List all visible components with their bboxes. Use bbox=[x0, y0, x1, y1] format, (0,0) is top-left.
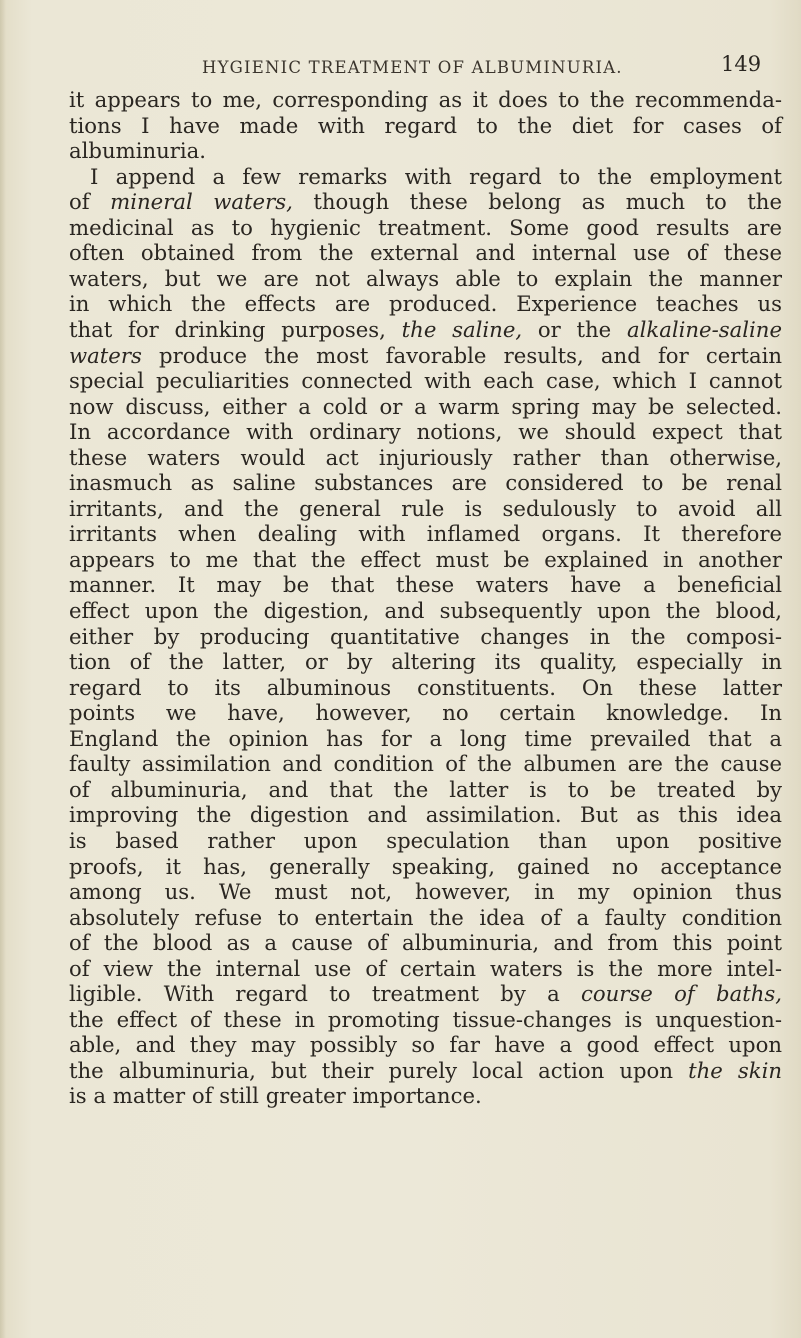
text-line bbox=[69, 1058, 782, 1084]
text-line bbox=[69, 726, 782, 752]
text-line bbox=[69, 521, 782, 547]
text-line bbox=[69, 624, 782, 650]
line-text: produce the most favorable results, and for certain bbox=[141, 342, 782, 368]
text-line bbox=[69, 802, 782, 828]
line-text: inasmuch as saline substances are considered to be renal bbox=[69, 470, 782, 496]
italic-text: mineral waters, bbox=[110, 189, 293, 215]
line-text: of the blood as a cause of albuminuria, and from this point bbox=[69, 930, 782, 956]
text-line bbox=[69, 470, 782, 496]
line-text: irritants when dealing with inflamed organs. It therefore bbox=[69, 521, 782, 547]
line-text: England the opinion has for a long time prevailed that a bbox=[69, 725, 782, 751]
text-line bbox=[69, 905, 782, 931]
line-text: improving the digestion and assimilation. But as this idea bbox=[69, 802, 782, 828]
italic-text: alkaline-saline bbox=[626, 316, 782, 342]
running-head bbox=[0, 52, 801, 82]
text-line bbox=[69, 879, 782, 905]
line-text: special peculiarities connected with each case, which I cannot bbox=[69, 368, 782, 394]
text-line bbox=[69, 291, 782, 317]
text-line bbox=[69, 113, 782, 139]
line-text: regard to its albuminous constituents. On these latter bbox=[69, 674, 782, 700]
line-text: among us. We must not, however, in my opinion thus bbox=[69, 879, 782, 905]
text-line bbox=[69, 649, 782, 675]
line-text: tions I have made with regard to the diet for cases of bbox=[69, 112, 782, 138]
text-line bbox=[69, 343, 782, 369]
text-line bbox=[69, 598, 782, 624]
text-line bbox=[69, 828, 782, 854]
text-line bbox=[69, 1007, 782, 1033]
text-line bbox=[69, 189, 782, 215]
text-line bbox=[69, 87, 782, 113]
text-line bbox=[69, 496, 782, 522]
text-line bbox=[69, 266, 782, 292]
line-text: the effect of these in promoting tissue-changes is unquestion- bbox=[69, 1006, 782, 1032]
text-line bbox=[69, 1083, 482, 1109]
text-line bbox=[69, 368, 782, 394]
text-line bbox=[69, 138, 206, 164]
line-text: is based rather upon speculation than upon positive bbox=[69, 827, 782, 853]
text-line bbox=[69, 777, 782, 803]
text-line bbox=[69, 215, 782, 241]
line-text: either by producing quantitative changes in the composi- bbox=[69, 623, 782, 649]
line-text: able, and they may possibly so far have a good effect upon bbox=[69, 1032, 782, 1058]
text-line bbox=[69, 394, 782, 420]
page-gutter-shadow bbox=[0, 0, 6, 1338]
text-line bbox=[69, 317, 782, 343]
line-text: of view the internal use of certain waters is the more intel- bbox=[69, 955, 782, 981]
line-text: the albuminuria, but their purely local action upon bbox=[69, 1057, 689, 1083]
line-text: I append a few remarks with regard to the employment bbox=[90, 163, 782, 189]
line-text: that for drinking purposes, bbox=[69, 316, 402, 342]
line-text: waters, but we are not always able to explain the manner bbox=[69, 265, 782, 291]
line-text: tion of the latter, or by altering its quality, especially in bbox=[69, 649, 782, 675]
line-text: albuminuria. bbox=[69, 138, 207, 164]
line-text: irritants, and the general rule is sedulously to avoid all bbox=[69, 495, 782, 521]
running-head-title: HYGIENIC TREATMENT OF ALBUMINURIA. bbox=[202, 58, 623, 77]
line-text: in which the effects are produced. Experience teaches us bbox=[69, 291, 782, 317]
line-text: manner. It may be that these waters have a beneficial bbox=[69, 572, 782, 598]
text-line bbox=[69, 854, 782, 880]
text-line bbox=[69, 419, 782, 445]
line-text: these waters would act injuriously rather than otherwise, bbox=[69, 444, 782, 470]
line-text: though these belong as much to the bbox=[292, 189, 782, 215]
line-text: absolutely refuse to entertain the idea of a faulty condition bbox=[69, 904, 782, 930]
line-text: faulty assimilation and condition of the albumen are the cause bbox=[69, 751, 782, 777]
line-text: often obtained from the external and internal use of these bbox=[69, 240, 782, 266]
italic-text: course of baths, bbox=[581, 981, 782, 1007]
line-text: appears to me that the effect must be explained in another bbox=[69, 546, 782, 572]
line-text: effect upon the digestion, and subsequently upon the blood, bbox=[69, 598, 782, 623]
text-line bbox=[69, 572, 782, 598]
line-text: ligible. With regard to treatment by a bbox=[69, 981, 582, 1007]
text-line bbox=[69, 700, 782, 726]
italic-text: the saline, bbox=[401, 316, 523, 342]
line-text: proofs, it has, generally speaking, gained no acceptance bbox=[69, 853, 782, 879]
line-text: or the bbox=[522, 316, 627, 342]
text-line bbox=[69, 930, 782, 956]
line-text: is a matter of still greater importance. bbox=[69, 1083, 482, 1109]
line-text: it appears to me, corresponding as it does to the recommenda- bbox=[69, 87, 782, 112]
text-line bbox=[69, 956, 782, 982]
line-text: medicinal as to hygienic treatment. Some good results are bbox=[69, 214, 782, 240]
line-text: of bbox=[69, 189, 111, 215]
text-line bbox=[69, 981, 782, 1007]
line-text: In accordance with ordinary notions, we should expect that bbox=[69, 419, 782, 445]
line-text: of albuminuria, and that the latter is to be treated by bbox=[69, 776, 782, 802]
text-line bbox=[90, 164, 782, 190]
text-line bbox=[69, 445, 782, 471]
italic-text: waters bbox=[69, 342, 142, 368]
italic-text: the skin bbox=[688, 1057, 782, 1083]
text-line bbox=[69, 751, 782, 777]
text-line bbox=[69, 240, 782, 266]
text-line bbox=[69, 1032, 782, 1058]
text-line bbox=[69, 547, 782, 573]
page-number: 149 bbox=[721, 52, 762, 76]
line-text: points we have, however, no certain knowledge. In bbox=[69, 700, 782, 726]
text-line bbox=[69, 675, 782, 701]
line-text: now discuss, either a cold or a warm spring may be selected. bbox=[69, 393, 782, 419]
